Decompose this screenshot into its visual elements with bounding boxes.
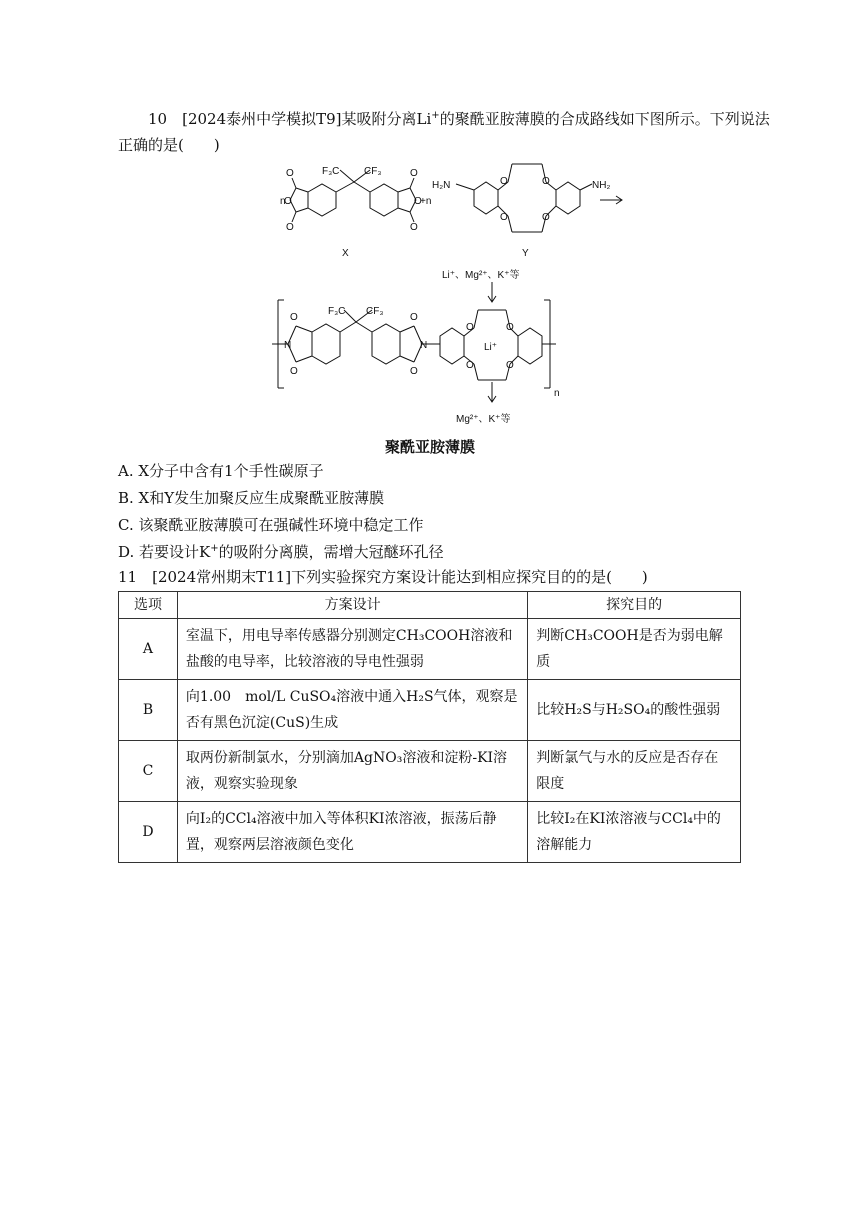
- svg-text:O: O: [506, 360, 514, 371]
- row-purpose: 判断CH₃COOH是否为弱电解质: [528, 619, 741, 680]
- row-design: 向1.00 mol/L CuSO₄溶液中通入H₂S气体，观察是否有黑色沉淀(CuS)生成: [177, 680, 527, 741]
- table-row: [119, 802, 741, 863]
- svg-text:O: O: [286, 168, 294, 179]
- svg-text:O: O: [466, 360, 474, 371]
- svg-text:CF₃: CF₃: [366, 306, 384, 317]
- plus-n: +n: [420, 196, 432, 207]
- svg-text:F₃C: F₃C: [322, 166, 340, 177]
- svg-text:O: O: [410, 222, 418, 233]
- header-purpose: 探究目的: [528, 592, 741, 619]
- table-row: [119, 619, 741, 680]
- svg-text:O: O: [542, 212, 550, 223]
- svg-text:F₃C: F₃C: [328, 306, 346, 317]
- table-header-row: [119, 592, 741, 619]
- question-10-stem: 10 [2024泰州中学模拟T9]某吸附分离Li+的聚酰亚胺薄膜的合成路线如下图所示。下列说法正确的是( ): [118, 110, 770, 154]
- option-d: D. 若要设计K+的吸附分离膜，需增大冠醚环孔径: [118, 543, 444, 561]
- svg-text:O: O: [414, 196, 422, 207]
- row-design: 向I₂的CCl₄溶液中加入等体积KI浓溶液，振荡后静置，观察两层溶液颜色变化: [177, 802, 527, 863]
- option-c: C. 该聚酰亚胺薄膜可在强碱性环境中稳定工作: [118, 516, 424, 534]
- svg-text:O: O: [284, 196, 292, 207]
- svg-text:H₂N: H₂N: [432, 180, 451, 191]
- svg-text:O: O: [286, 222, 294, 233]
- subscript-n: n: [554, 388, 560, 399]
- svg-text:O: O: [500, 176, 508, 187]
- row-option: D: [119, 802, 178, 863]
- svg-text:N: N: [420, 340, 428, 351]
- svg-text:O: O: [506, 322, 514, 333]
- row-option: C: [119, 741, 178, 802]
- synthesis-route-figure: [260, 160, 640, 460]
- experiment-table: [118, 591, 741, 863]
- svg-text:O: O: [542, 176, 550, 187]
- row-option: A: [119, 619, 178, 680]
- ions-in: Li⁺、Mg²⁺、K⁺等: [442, 270, 520, 281]
- row-design: 室温下，用电导率传感器分别测定CH₃COOH溶液和盐酸的电导率，比较溶液的导电性强弱: [177, 619, 527, 680]
- label-x: X: [342, 248, 349, 259]
- svg-text:NH₂: NH₂: [592, 180, 611, 191]
- table-row: [119, 680, 741, 741]
- svg-text:O: O: [410, 168, 418, 179]
- question-11: 11 [2024常州期末T11]下列实验探究方案设计能达到相应探究目的的是( ): [118, 568, 648, 586]
- label-y: Y: [522, 248, 529, 259]
- row-purpose: 比较I₂在KI浓溶液与CCl₄中的溶解能力: [528, 802, 741, 863]
- option-b: B. X和Y发生加聚反应生成聚酰亚胺薄膜: [118, 489, 385, 507]
- svg-text:O: O: [290, 366, 298, 377]
- row-option: B: [119, 680, 178, 741]
- svg-text:CF₃: CF₃: [364, 166, 382, 177]
- svg-text:O: O: [410, 366, 418, 377]
- svg-text:O: O: [500, 212, 508, 223]
- svg-text:O: O: [290, 312, 298, 323]
- row-design: 取两份新制氯水，分别滴加AgNO₃溶液和淀粉-KI溶液，观察实验现象: [177, 741, 527, 802]
- svg-text:O: O: [466, 322, 474, 333]
- question-10: [118, 106, 783, 158]
- ions-out: Mg²⁺、K⁺等: [456, 414, 511, 425]
- svg-text:N: N: [284, 340, 292, 351]
- option-a: A. X分子中含有1个手性碳原子: [118, 462, 324, 480]
- coef-n: n: [280, 196, 286, 207]
- svg-text:O: O: [410, 312, 418, 323]
- structure-drawing: [260, 160, 640, 460]
- li-center: Li⁺: [484, 342, 498, 353]
- figure-caption: 聚酰亚胺薄膜: [384, 438, 475, 456]
- row-purpose: 判断氯气与水的反应是否存在限度: [528, 741, 741, 802]
- table-row: [119, 741, 741, 802]
- header-option: 选项: [119, 592, 178, 619]
- header-design: 方案设计: [177, 592, 527, 619]
- row-purpose: 比较H₂S与H₂SO₄的酸性强弱: [528, 680, 741, 741]
